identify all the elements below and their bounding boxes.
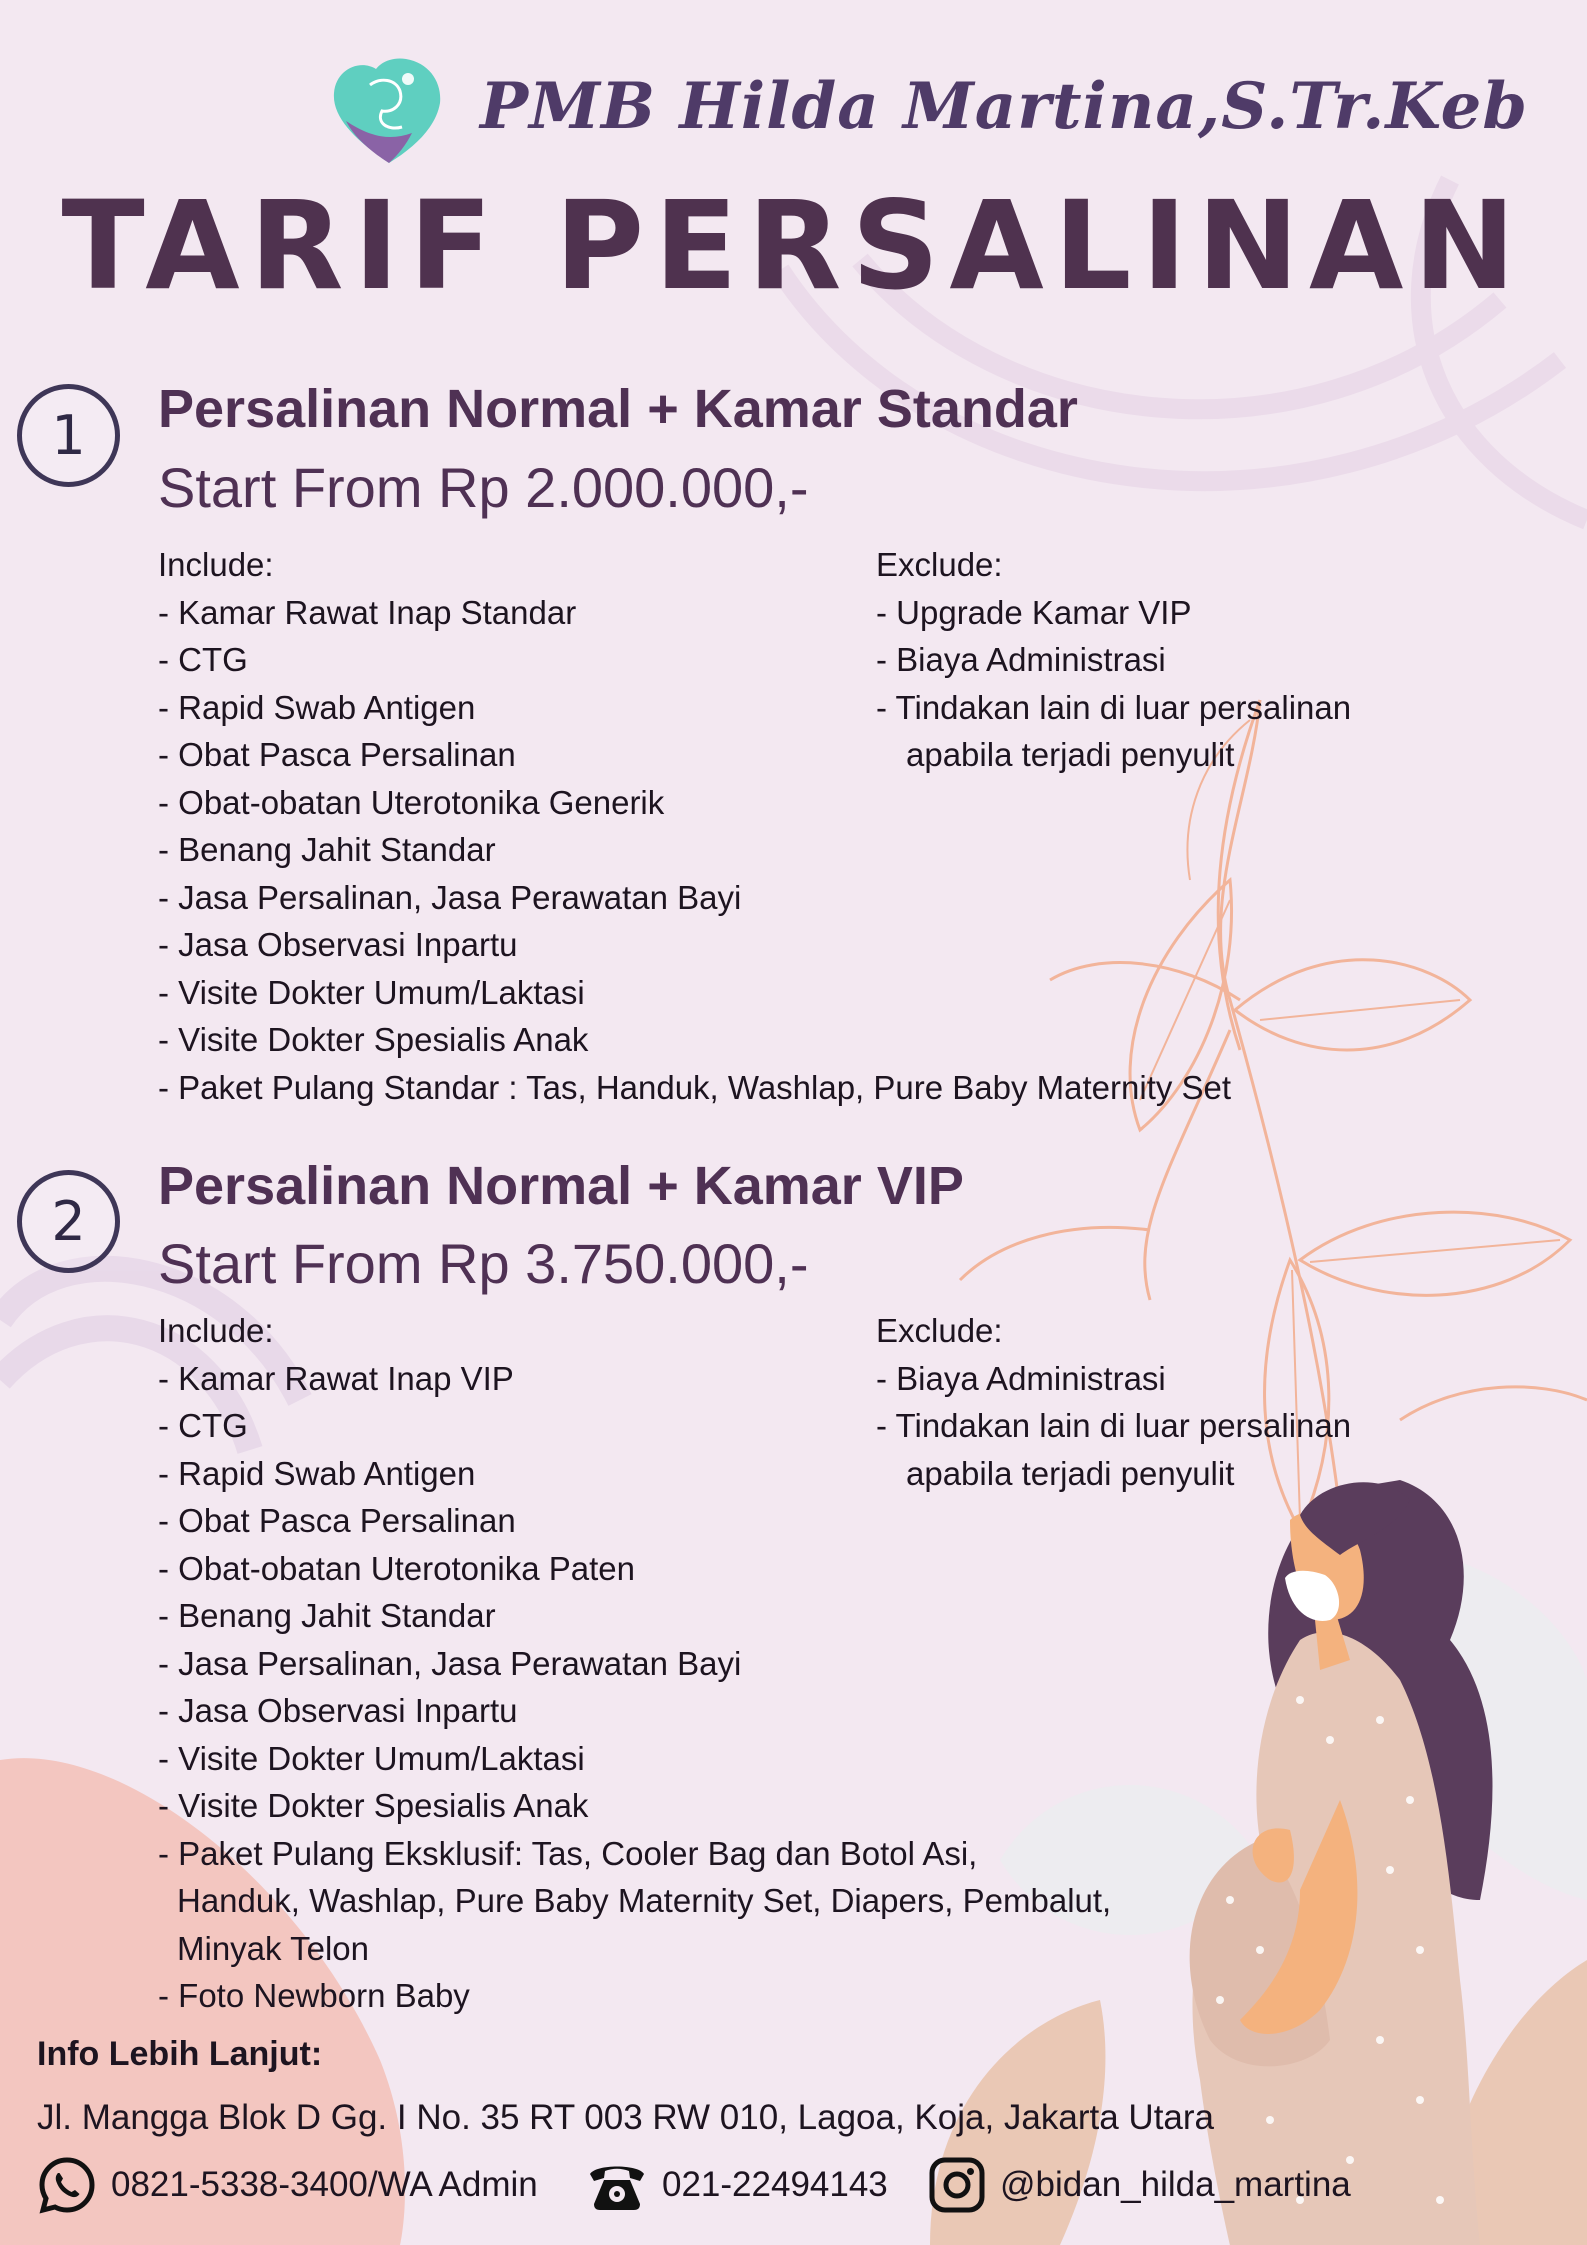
list-item: - Jasa Persalinan, Jasa Perawatan Bayi xyxy=(158,1644,742,1682)
phone-number: 021-22494143 xyxy=(662,2165,888,2204)
instagram-icon xyxy=(928,2156,986,2214)
list-item: - Jasa Observasi Inpartu xyxy=(158,1692,518,1729)
exclude-list xyxy=(876,1307,1351,1497)
list-item: - Jasa Observasi Inpartu xyxy=(158,926,518,963)
include-label: Include: xyxy=(158,546,274,583)
list-item: - Tindakan lain di luar persalinan xyxy=(876,1407,1352,1444)
list-item: - Jasa Persalinan, Jasa Perawatan Bayi xyxy=(158,878,742,916)
whatsapp-icon xyxy=(37,2155,97,2215)
list-item: - Rapid Swab Antigen xyxy=(158,688,476,726)
package-number-badge: 2 xyxy=(17,1170,120,1273)
exclude-list xyxy=(876,541,1351,779)
list-item: Minyak Telon xyxy=(177,1929,369,1967)
list-item: - Benang Jahit Standar xyxy=(158,1597,496,1634)
include-label: Include: xyxy=(158,1312,274,1349)
info-heading: Info Lebih Lanjut: xyxy=(37,2035,323,2073)
list-item: - CTG xyxy=(158,641,248,678)
exclude-label: Exclude: xyxy=(876,546,1003,583)
list-item: - Kamar Rawat Inap Standar xyxy=(158,593,577,631)
list-item: apabila terjadi penyulit xyxy=(906,736,1235,773)
package-number-badge: 1 xyxy=(17,384,120,487)
package-price: Start From Rp 3.750.000,- xyxy=(158,1232,809,1295)
instagram-handle: @bidan_hilda_martina xyxy=(1000,2165,1351,2204)
whatsapp-number: 0821-5338-3400/WA Admin xyxy=(111,2165,538,2204)
pregnant-woman-illustration xyxy=(1190,1480,1493,2245)
list-item: - Tindakan lain di luar persalinan xyxy=(876,688,1352,726)
list-item: - Upgrade Kamar VIP xyxy=(876,593,1192,631)
exclude-label: Exclude: xyxy=(876,1312,1003,1349)
instagram-contact[interactable] xyxy=(928,2153,1351,2217)
package-price: Start From Rp 2.000.000,- xyxy=(158,456,809,519)
list-item: - Visite Dokter Umum/Laktasi xyxy=(158,973,585,1011)
list-item: apabila terjadi penyulit xyxy=(906,1454,1235,1492)
list-item: - Biaya Administrasi xyxy=(876,1359,1166,1397)
list-item: - Visite Dokter Spesialis Anak xyxy=(158,1021,589,1058)
package-title: Persalinan Normal + Kamar Standar xyxy=(158,379,1078,439)
header xyxy=(0,55,1587,170)
phone-contact[interactable] xyxy=(586,2153,888,2217)
list-item: - Biaya Administrasi xyxy=(876,641,1166,678)
address: Jl. Mangga Blok D Gg. I No. 35 RT 003 RW 010, Lagoa, Koja, Jakarta Utara xyxy=(37,2098,1215,2137)
clinic-name: PMB Hilda Martina,S.Tr.Keb xyxy=(480,69,1529,144)
list-item: - Visite Dokter Umum/Laktasi xyxy=(158,1739,585,1777)
list-item: - Obat-obatan Uterotonika Paten xyxy=(158,1549,635,1587)
list-item: - Obat Pasca Persalinan xyxy=(158,1502,516,1539)
list-item: - Kamar Rawat Inap VIP xyxy=(158,1359,514,1397)
page-title: TARIF PERSALINAN xyxy=(61,175,1526,317)
list-item: Handuk, Washlap, Pure Baby Maternity Set, Diapers, Pembalut, xyxy=(177,1882,1112,1919)
mother-baby-heart-logo xyxy=(330,55,448,167)
list-item: - Benang Jahit Standar xyxy=(158,831,496,868)
package-title: Persalinan Normal + Kamar VIP xyxy=(158,1156,964,1216)
list-item: - Obat Pasca Persalinan xyxy=(158,736,516,773)
list-item: - Paket Pulang Eksklusif: Tas, Cooler Bag dan Botol Asi, xyxy=(158,1834,978,1872)
list-item: - Rapid Swab Antigen xyxy=(158,1454,476,1492)
telephone-icon xyxy=(586,2158,648,2212)
list-item: - Obat-obatan Uterotonika Generik xyxy=(158,783,665,821)
list-item: - CTG xyxy=(158,1407,248,1444)
list-item: - Visite Dokter Spesialis Anak xyxy=(158,1787,589,1824)
list-item: - Paket Pulang Standar : Tas, Handuk, Washlap, Pure Baby Maternity Set xyxy=(158,1068,1232,1106)
list-item: - Foto Newborn Baby xyxy=(158,1977,470,2014)
whatsapp-contact[interactable] xyxy=(37,2153,538,2217)
